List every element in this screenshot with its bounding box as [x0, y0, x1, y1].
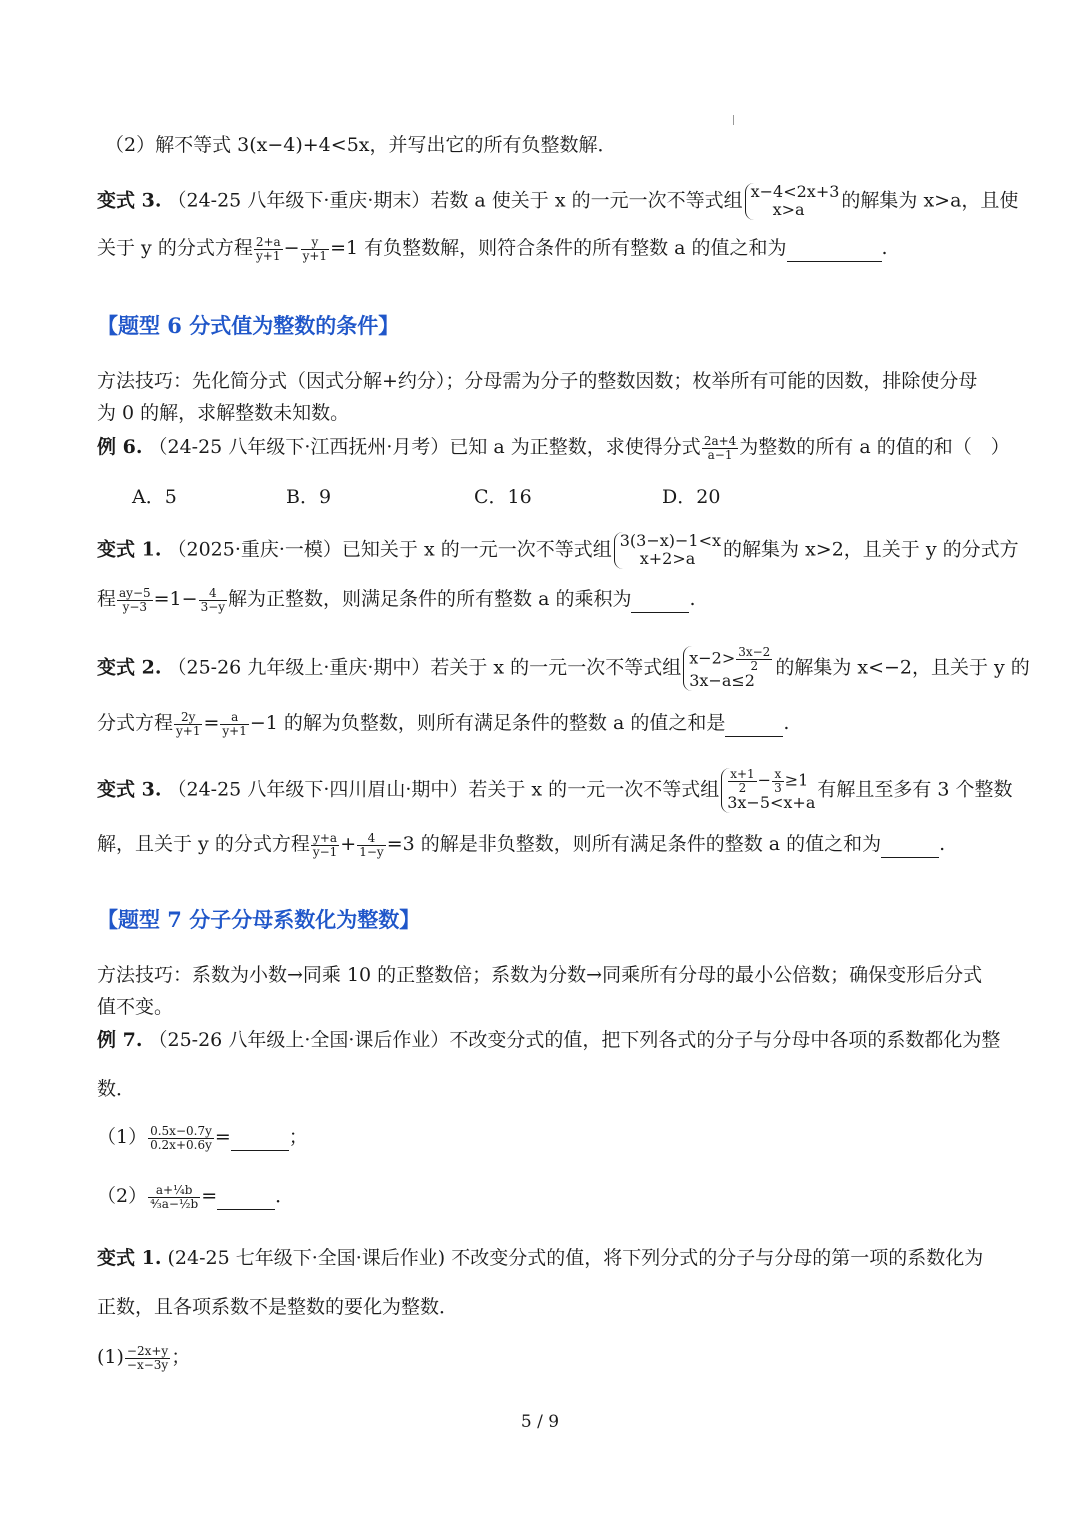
section-7-title: 【题型 7 分子分母系数化为整数】 — [97, 907, 421, 932]
text: ≥1 — [784, 770, 809, 790]
text: 解，且关于 y 的分式方程 — [97, 833, 310, 856]
denominator: y+1 — [222, 723, 247, 738]
method-7-line-2: 值不变。 — [97, 996, 174, 1018]
text: 程 — [97, 588, 117, 611]
option-a[interactable]: A．5 — [132, 486, 177, 508]
numerator: 0.5x−0.7y — [150, 1124, 212, 1138]
text: （2025·重庆·一模）已知关于 x 的一元一次不等式组 — [167, 538, 612, 561]
text: 有解且至多有 3 个整数 — [817, 778, 1013, 801]
text: −1 的解为负整数，则所有满足条件的整数 a 的值之和是 — [249, 712, 726, 735]
denominator: −x−3y — [126, 1357, 169, 1372]
fraction — [772, 768, 784, 794]
period: . — [939, 833, 946, 856]
variant-3a-system — [745, 183, 840, 220]
inequality-system — [683, 646, 773, 691]
example-6 — [97, 435, 1010, 461]
section-6-title: 【题型 6 分式值为整数的条件】 — [97, 313, 400, 338]
text: 解为正整数，则满足条件的所有整数 a 的乘积为 — [228, 588, 632, 611]
option-c[interactable]: C．16 — [474, 486, 532, 508]
fraction — [220, 711, 248, 737]
text: (24-25 七年级下·全国·课后作业) 不改变分式的值，将下列分式的分子与分母的第一项的系数化为 — [167, 1247, 984, 1269]
fraction — [702, 435, 738, 461]
fraction — [174, 711, 202, 737]
example-7-line-2: 数． — [97, 1078, 136, 1100]
inequality-system — [614, 532, 721, 569]
variant-6-1-line-1 — [97, 532, 1019, 569]
variant-7-1-part-1 — [97, 1345, 190, 1371]
denominator: 2 — [738, 780, 747, 795]
numerator: y+a — [311, 832, 339, 846]
denominator: y−3 — [122, 599, 148, 614]
system-row: 3(3−x)−1<x — [619, 531, 722, 550]
answer-blank[interactable] — [231, 1132, 289, 1151]
text: =3 的解是非负整数，则所有满足条件的整数 a 的值之和为 — [386, 833, 882, 856]
method-7-line-1: 方法技巧：系数为小数→同乘 10 的正整数倍；系数为分数→同乘所有分母的最小公倍数；确保变形后分式 — [97, 964, 983, 986]
fraction — [125, 1345, 170, 1371]
fraction — [199, 587, 227, 613]
operator: = — [203, 712, 220, 735]
numerator: 4 — [199, 587, 227, 601]
system-row: 3x−5<x+a — [727, 793, 816, 813]
fraction — [148, 1125, 214, 1151]
margin-mark — [733, 115, 734, 125]
method-6-line-1: 方法技巧：先化简分式（因式分解+约分）；分母需为分子的整数因数；枚举所有可能的因数，排除使分母 — [97, 370, 978, 392]
text: 为整数的所有 a 的值的和（ ） — [739, 436, 1010, 459]
text: 关于 y 的分式方程 — [97, 237, 253, 260]
period: . — [783, 712, 790, 735]
numerator: a+¼b — [148, 1184, 200, 1198]
text: 的解集为 x<−2，且关于 y 的 — [775, 656, 1030, 679]
numerator: 3x−2 — [738, 645, 771, 659]
denominator: y+1 — [176, 723, 201, 738]
numerator: 2y — [174, 711, 202, 725]
denominator: 1−y — [359, 844, 384, 859]
denominator: a−1 — [707, 447, 733, 462]
inequality-system — [721, 768, 815, 813]
system-row — [727, 768, 815, 794]
denominator: 3−y — [200, 599, 226, 614]
variant-6-2-line-1 — [97, 646, 1030, 691]
variant-6-1-label: 变式 1. — [97, 538, 162, 561]
system-row: x>a — [772, 200, 805, 220]
variant-6-3-line-2 — [97, 832, 945, 858]
fraction — [148, 1184, 200, 1210]
fraction — [301, 236, 329, 262]
system-row: 3x−a≤2 — [689, 671, 755, 691]
denominator: 3 — [774, 780, 782, 795]
denominator: 2 — [750, 658, 759, 673]
text: （2） — [97, 1185, 148, 1208]
fraction — [254, 236, 283, 262]
text: （24-25 八年级下·四川眉山·期中）若关于 x 的一元一次不等式组 — [167, 778, 720, 801]
text: =1 有负整数解，则符合条件的所有整数 a 的值之和为 — [330, 237, 787, 260]
problem-2-line — [105, 134, 617, 157]
text: （24-25 八年级下·江西抚州·月考）已知 a 为正整数，求使得分式 — [148, 436, 701, 459]
page-number: 5 / 9 — [520, 1412, 560, 1432]
system-row: x−4<2x+3 — [750, 182, 840, 201]
variant-6-2-label: 变式 2. — [97, 656, 162, 679]
example-7-part-2 — [97, 1184, 294, 1210]
fraction — [117, 587, 153, 613]
fraction — [728, 768, 756, 794]
numerator: x — [772, 768, 784, 782]
numerator: −2x+y — [126, 1344, 169, 1358]
denominator: y+1 — [302, 248, 328, 263]
text: =1− — [153, 588, 198, 611]
system-row: x+2>a — [639, 549, 696, 569]
variant-7-1-line-2: 正数，且各项系数不是整数的要化为整数． — [97, 1296, 459, 1318]
text: （1） — [97, 1126, 148, 1149]
denominator: ⁴⁄₃a−½b — [150, 1196, 199, 1211]
fraction — [736, 646, 772, 672]
operator: = — [214, 1126, 231, 1149]
text: ； — [171, 1346, 191, 1369]
answer-blank[interactable] — [787, 243, 882, 262]
fraction — [311, 832, 339, 858]
variant-7-1-line-1 — [97, 1247, 983, 1270]
text: 的解集为 x>2，且关于 y 的分式方 — [723, 538, 1019, 561]
text: 分式方程 — [97, 712, 174, 735]
option-d[interactable]: D．20 — [662, 486, 721, 508]
problem-2-text: （2）解不等式 3(x−4)+4<5x，并写出它的所有负整数解． — [105, 134, 617, 156]
denominator: y−1 — [312, 844, 338, 859]
fraction — [357, 832, 385, 858]
variant-3a-line-2 — [97, 236, 888, 262]
variant-6-3-label: 变式 3. — [97, 778, 162, 801]
numerator: 2+a — [255, 235, 281, 249]
variant-6-2-line-2 — [97, 711, 789, 737]
example-6-label: 例 6. — [97, 436, 143, 459]
numerator: a — [220, 711, 248, 725]
text: （25-26 九年级上·重庆·期中）若关于 x 的一元一次不等式组 — [167, 656, 682, 679]
answer-blank[interactable] — [881, 839, 939, 858]
system-row — [689, 646, 773, 672]
variant-3a-intro: （24-25 八年级下·重庆·期末）若数 a 使关于 x 的一元一次不等式组 — [167, 189, 743, 212]
example-7-line-1 — [97, 1029, 1000, 1052]
text: (1) — [97, 1346, 124, 1369]
example-7-label: 例 7. — [97, 1029, 143, 1051]
numerator: 2a+4 — [703, 434, 737, 448]
text: ． — [275, 1185, 295, 1208]
denominator: y+1 — [256, 248, 281, 263]
text: ； — [288, 1126, 308, 1149]
denominator: 0.2x+0.6y — [150, 1137, 212, 1152]
option-b[interactable]: B．9 — [286, 486, 332, 508]
example-7-part-1 — [97, 1125, 308, 1151]
answer-blank[interactable] — [631, 594, 689, 613]
operator: = — [201, 1185, 218, 1208]
period: . — [689, 588, 696, 611]
variant-3a-label: 变式 3. — [97, 189, 162, 212]
operator: − — [757, 770, 772, 790]
period: . — [881, 237, 888, 260]
answer-blank[interactable] — [217, 1191, 275, 1210]
variant-3a-line-1 — [97, 183, 1018, 220]
operator: − — [283, 237, 300, 260]
text: （25-26 八年级上·全国·课后作业）不改变分式的值，把下列各式的分子与分母中各项的系数都化为整 — [148, 1029, 1001, 1051]
variant-7-1-label: 变式 1. — [97, 1247, 162, 1269]
variant-6-3-line-1 — [97, 768, 1013, 813]
numerator: x+1 — [730, 767, 755, 781]
operator: + — [340, 833, 357, 856]
numerator: y — [301, 236, 329, 250]
method-6-line-2: 为 0 的解，求解整数未知数。 — [97, 402, 350, 424]
answer-blank[interactable] — [725, 718, 783, 737]
variant-3a-cont: 的解集为 x>a，且使 — [841, 189, 1019, 212]
numerator: ay−5 — [119, 586, 151, 600]
numerator: 4 — [357, 832, 385, 846]
variant-6-1-line-2 — [97, 587, 696, 613]
text: x−2> — [689, 648, 736, 668]
